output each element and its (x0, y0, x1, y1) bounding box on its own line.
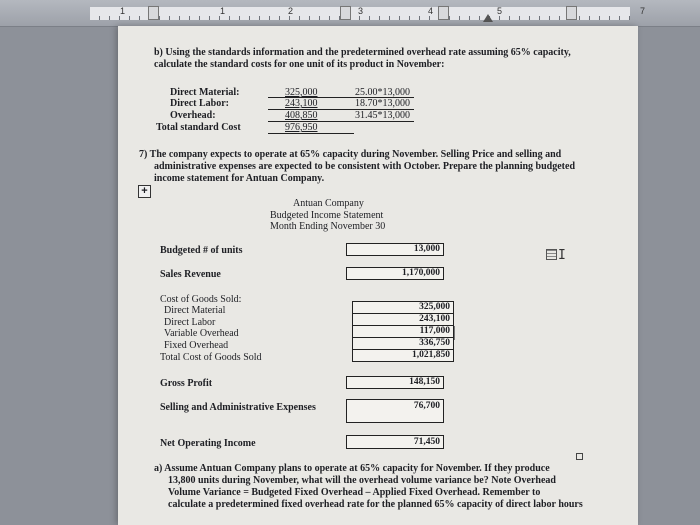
ruler-number: 4 (428, 6, 434, 16)
sales-label: Sales Revenue (160, 269, 221, 280)
standard-cost-value: 976,950 (285, 122, 318, 133)
part-a-line: Volume Variance = Budgeted Fixed Overhead – Applied Fixed Overhead. Remember to (168, 487, 541, 498)
ruler-number: 1 (220, 6, 226, 16)
left-indent-marker[interactable] (148, 6, 159, 20)
sga-cell[interactable]: 76,700 (346, 399, 444, 423)
part-a-line: 13,800 units during November, what will the overhead volume variance be? Note Overhead (168, 475, 556, 486)
standard-cost-calc: 25.00*13,000 (355, 87, 410, 98)
standard-cost-label: Direct Material: (170, 87, 240, 98)
standard-cost-value: 408,850 (285, 110, 318, 121)
gross-profit-cell[interactable]: 148,150 (346, 376, 444, 389)
standard-cost-value: 243,100 (285, 98, 318, 109)
gross-profit-label: Gross Profit (160, 378, 213, 389)
cogs-item-label: Direct Labor (164, 317, 216, 328)
cogs-item-label: Variable Overhead (164, 328, 239, 339)
ruler-number: 5 (497, 6, 503, 16)
units-cell[interactable]: 13,000 (346, 243, 444, 256)
cogs-values-table[interactable] (352, 301, 454, 362)
cogs-cell[interactable]: 117,000 (353, 326, 453, 338)
ruler-number: 1 (120, 6, 126, 16)
document-page[interactable] (118, 26, 638, 525)
ruler-number: 2 (288, 6, 294, 16)
question-7-line: administrative expenses are expected to be consistent with October. Prepare the planning budgeted (154, 161, 576, 172)
company-name: Antuan Company (293, 198, 364, 209)
standard-cost-value: 325,000 (285, 87, 318, 98)
part-b-line: b) Using the standards information and the predetermined overhead rate assuming 65% capacity, (154, 47, 571, 58)
part-b-line: calculate the standard costs for one unit of its product in November: (154, 59, 445, 70)
table-move-handle-icon[interactable]: + (138, 185, 151, 198)
standard-cost-label: Direct Labor: (170, 98, 229, 109)
text-cursor-icon: I (558, 248, 566, 263)
ruler-number: 7 (640, 6, 646, 16)
cogs-item-label: Direct Material (164, 305, 226, 316)
tab-stop-marker[interactable] (483, 14, 493, 22)
statement-period: Month Ending November 30 (270, 221, 386, 232)
standard-cost-calc: 31.45*13,000 (355, 110, 410, 121)
question-7-line: 7) The company expects to operate at 65% capacity during November. Selling Price and selling and (139, 149, 562, 160)
standard-cost-label: Total standard Cost (156, 122, 241, 133)
part-a-line: calculate a predetermined fixed overhead rate for the planned 65% capacity of direct labor hours (168, 499, 583, 510)
ruler-number: 3 (358, 6, 364, 16)
horizontal-ruler[interactable] (0, 0, 700, 27)
cogs-item-label: Fixed Overhead (164, 340, 229, 351)
cogs-cell[interactable]: 243,100 (353, 314, 453, 326)
sga-label: Selling and Administrative Expenses (160, 402, 316, 413)
cogs-heading: Cost of Goods Sold: (160, 294, 242, 305)
cogs-total-cell[interactable]: 1,021,850 (412, 350, 450, 360)
question-7-line: income statement for Antuan Company. (154, 173, 325, 184)
cogs-total-label: Total Cost of Goods Sold (160, 352, 262, 363)
sales-cell[interactable]: 1,170,000 (346, 267, 444, 280)
part-a-line: a) Assume Antuan Company plans to operate at 65% capacity for November. If they produce (154, 463, 550, 474)
noi-cell[interactable]: 71,450 (346, 435, 444, 449)
cogs-cell[interactable]: 336,750 (353, 338, 453, 350)
standard-cost-label: Overhead: (170, 110, 216, 121)
statement-title: Budgeted Income Statement (270, 210, 384, 221)
standard-cost-calc: 18.70*13,000 (355, 98, 410, 109)
units-label: Budgeted # of units (160, 245, 243, 256)
table-resize-handle-icon[interactable] (576, 453, 583, 460)
table-column-marker[interactable] (438, 6, 449, 20)
table-column-marker[interactable] (340, 6, 351, 20)
table-icon (546, 249, 557, 260)
right-indent-marker[interactable] (566, 6, 577, 20)
noi-label: Net Operating Income (160, 438, 256, 449)
cogs-cell[interactable]: 325,000 (353, 302, 453, 314)
text-cursor-marker (454, 326, 455, 340)
